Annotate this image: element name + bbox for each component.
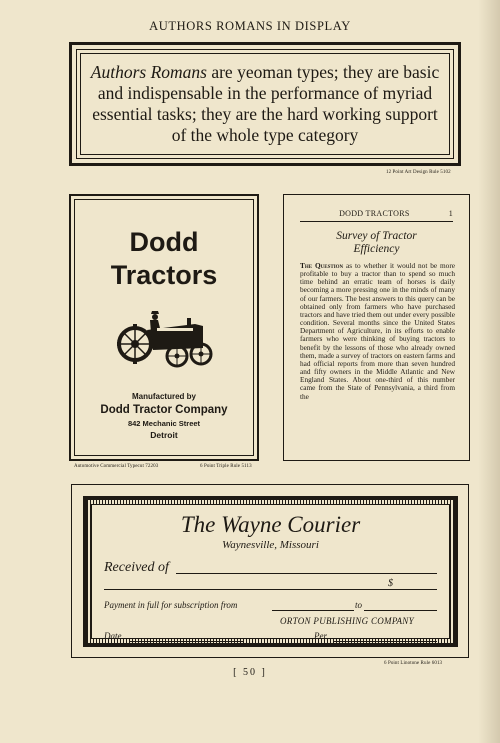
to-line (364, 610, 437, 611)
article-box (283, 194, 470, 461)
date-line (130, 641, 244, 642)
amount-line (104, 589, 437, 590)
specimen-lead: Authors Romans (90, 62, 207, 82)
receipt-caption: 6 Point Linotone Rule 6013 (384, 661, 443, 666)
ad-street: 842 Mechanic Street (127, 419, 201, 428)
payment-label: Payment in full for subscription from (104, 600, 238, 610)
article-running-head (300, 209, 453, 222)
receipt-title: The Wayne Courier (180, 512, 361, 537)
receipt-border (83, 496, 458, 647)
received-of-line (176, 573, 437, 574)
article-title: Survey of Tractor Efficiency (336, 230, 417, 255)
article-lead: The Question (300, 262, 344, 270)
specimen-box-authors-romans (69, 42, 461, 166)
per-label: Per (314, 631, 327, 641)
article-text: as to whether it would not be more profitable to buy a tractor than to spend so much time behind an erratic team of horses is daily becoming a more pressing one in the minds of many of our farmers. The best answers to this query can be obtained only from farmers who have purchased tractors and have tried them out under every possible condition. Several months since the United States Department of Agriculture, in its efforts to enable farmers who were thinking of buying tractors to benefit by the lessons of those who already owned them, made a survey of tractors on eastern farms and had official reports from more than seven hundred and fifty owners in the Middle Atlantic and New England States. About one-third of this number came from the State of Pennsylvania, a third from the (300, 262, 455, 401)
specimen-caption: 12 Point Art Design Rule 5102 (386, 170, 451, 175)
to-label: to (355, 600, 363, 610)
ad-title: Dodd Tractors (110, 227, 218, 290)
ad-caption-right: 6 Point Triple Rule 5113 (200, 464, 252, 469)
date-label: Date (104, 631, 122, 641)
ad-manufactured-by: Manufactured by (131, 392, 196, 401)
receipt-form (91, 504, 450, 639)
per-line (334, 641, 437, 642)
publisher-name: ORTON PUBLISHING COMPANY (280, 616, 414, 626)
page-edge-shadow (478, 0, 500, 743)
ad-company: Dodd Tractor Company (100, 404, 228, 416)
dollar-sign: $ (388, 578, 393, 589)
specimen-body: are yeoman types; they are basic and indispensable in the performance of myriad essential tasks; they are the hard working support of the whole type category (92, 62, 440, 145)
from-line (272, 610, 354, 611)
page-number: [ 50 ] (233, 667, 267, 678)
tractor-illustration (117, 306, 219, 370)
specimen-text (77, 62, 453, 146)
dodd-tractors-ad (69, 194, 259, 461)
ad-city: Detroit (150, 430, 178, 440)
article-page-number: 1 (448, 209, 453, 218)
article-body (300, 262, 455, 452)
received-of-label: Received of (104, 560, 169, 575)
article-header-name: DODD TRACTORS (339, 209, 410, 218)
ad-caption-left: Automotive Commercial Typecut 72203 (74, 464, 159, 469)
page-header: AUTHORS ROMANS IN DISPLAY (149, 19, 351, 33)
receipt-subtitle: Waynesville, Missouri (222, 539, 319, 551)
